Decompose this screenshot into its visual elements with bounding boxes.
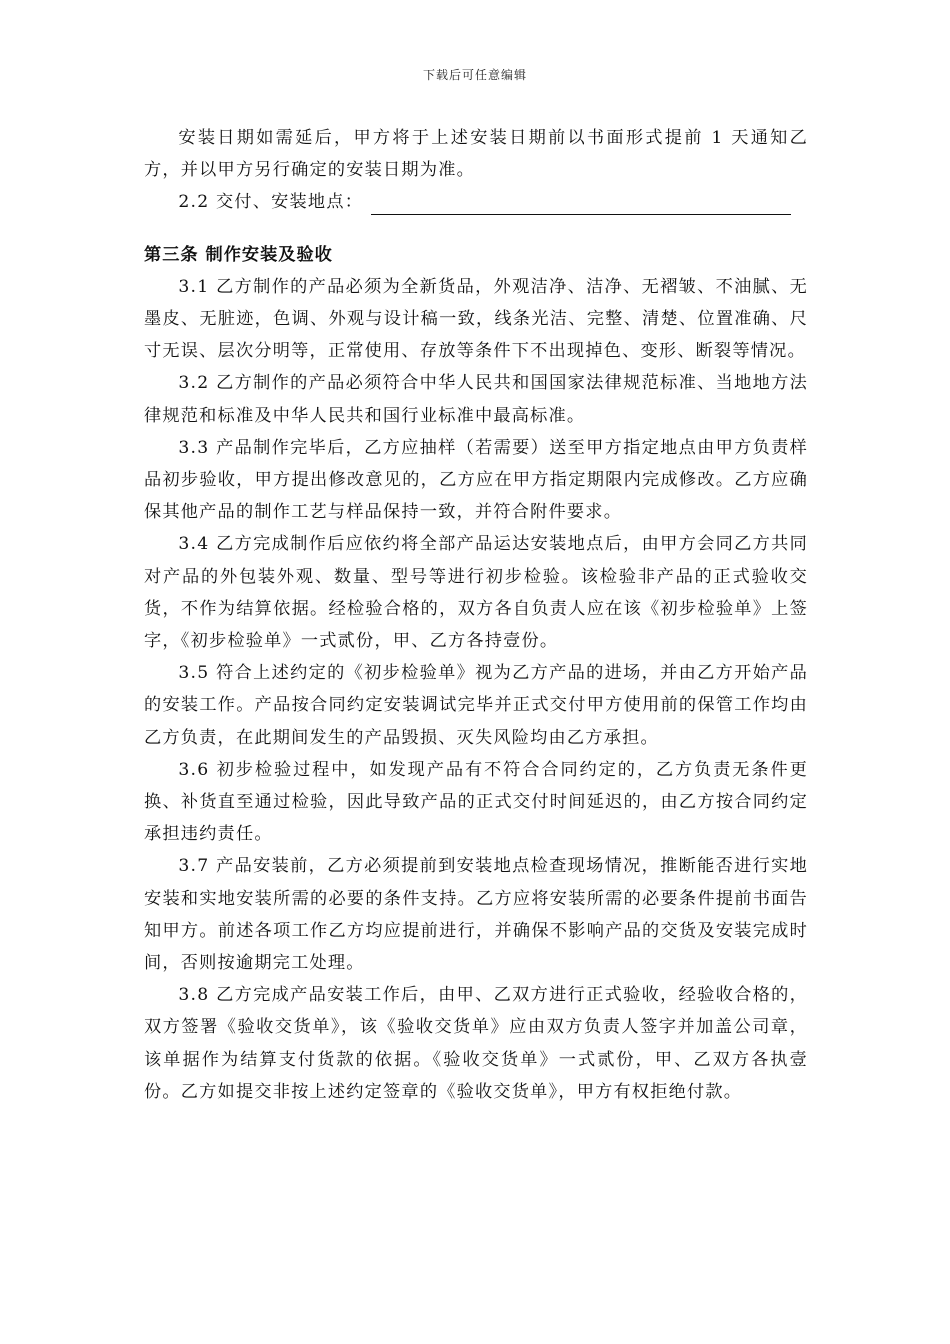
page-header: 下载后可任意编辑 bbox=[422, 68, 527, 82]
clause-3-7: 3.7 产品安装前，乙方必须提前到安装地点检查现场情况，推断能否进行实地安装和实地安装所需的必要的条件支持。乙方应将安装所需的必要条件提前书面告知甲方。前述各项工作乙方均应提前进行，并确保不影响产品的交货及安装完成时间，否则按逾期完工处理。 bbox=[144, 856, 808, 974]
clause-3-2: 3.2 乙方制作的产品必须符合中华人民共和国国家法律规范标准、当地地方法律规范和标准及中华人民共和国行业标准中最高标准。 bbox=[144, 373, 808, 426]
clause-2-2-label: 2.2 交付、安装地点： bbox=[178, 192, 364, 213]
clause-3-8: 3.8 乙方完成产品安装工作后，由甲、乙双方进行正式验收，经验收合格的，双方签署《验收交货单》，该《验收交货单》应由双方负责人签字并加盖公司章，该单据作为结算支付货款的依据。《验收交货单》一式贰份，甲、乙双方各执壹份。乙方如提交非按上述约定签章的《验收交货单》，甲方有权拒绝付款。 bbox=[144, 985, 808, 1102]
clause-3-1: 3.1 乙方制作的产品必须为全新货品，外观洁净、洁净、无褶皱、不油腻、无墨皮、无脏迹，色调、外观与设计稿一致，线条光洁、完整、清楚、位置准确、尺寸无误、层次分明等，正常使用、存放等条件下不出现掉色、变形、断裂等情况。 bbox=[144, 276, 808, 362]
delivery-location-blank bbox=[371, 192, 791, 215]
clause-2-2 bbox=[144, 186, 808, 218]
section-title: 第三条 制作安装及验收 bbox=[144, 244, 333, 265]
clause-3-5: 3.5 符合上述约定的《初步检验单》视为乙方产品的进场，并由乙方开始产品的安装工作。产品按合同约定安装调试完毕并正式交付甲方使用前的保管工作均由乙方负责，在此期间发生的产品毁损、灭失风险均由乙方承担。 bbox=[144, 663, 808, 748]
clause-3-3: 3.3 产品制作完毕后，乙方应抽样（若需要）送至甲方指定地点由甲方负责样品初步验收，甲方提出修改意见的，乙方应在甲方指定期限内完成修改。乙方应确保其他产品的制作工艺与样品保持一致，并符合附件要求。 bbox=[144, 437, 808, 523]
paragraph-install-delay: 安装日期如需延后，甲方将于上述安装日期前以书面形式提前 1 天通知乙方，并以甲方另行确定的安装日期为准。 bbox=[144, 128, 808, 181]
clause-3-6: 3.6 初步检验过程中，如发现产品有不符合合同约定的，乙方负责无条件更换、补货直至通过检验，因此导致产品的正式交付时间延迟的，由乙方按合同约定承担违约责任。 bbox=[144, 759, 808, 845]
document-body bbox=[144, 122, 808, 1108]
clause-3-4: 3.4 乙方完成制作后应依约将全部产品运达安装地点后，由甲方会同乙方共同对产品的外包装外观、数量、型号等进行初步检验。该检验非产品的正式验收交货，不作为结算依据。经检验合格的，双方各自负责人应在该《初步检验单》上签字，《初步检验单》一式贰份，甲、乙方各持壹份。 bbox=[144, 534, 808, 652]
